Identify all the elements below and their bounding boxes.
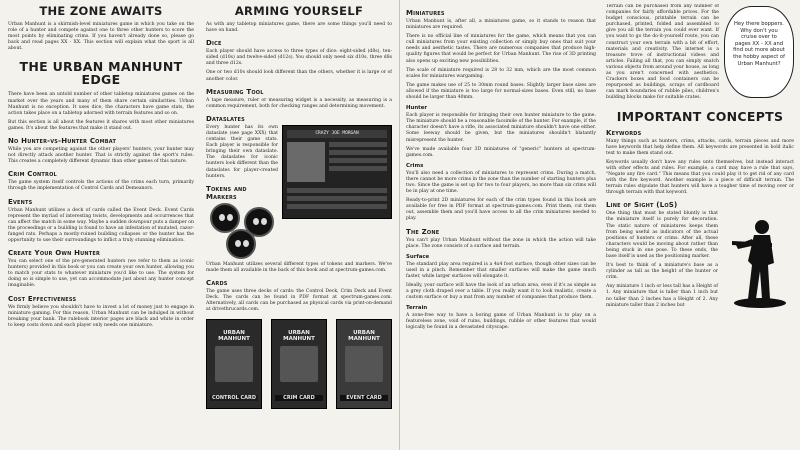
- card-art: [215, 346, 253, 382]
- heading-measuring-tool: Measuring Tool: [206, 87, 264, 96]
- card-label: CRIM CARD: [275, 395, 323, 401]
- paragraph-los-1: One thing that must be stated bluntly is that the miniature itself is purely for decoration. The static nature of miniatures keeps them from being useful as indicators of the actual positions of hunters or crims. After all, these characters would be moving about rather than being stuck in one pose. To these ends, the base itself is used as the positioning marker.: [606, 211, 718, 259]
- dataslate-stat-row: [287, 196, 387, 201]
- paragraph-events: Urban Manhunt utilizes a deck of cards called the Event Deck. Event Cards represent the myriad of interesting twists, developments and occurrences that can affect the match in some way. Maybe a sudden downpour puts a damper on the proceedings or a building is found to have an infestation of mutated, razor-fanged rats. Perhaps a mostly-ruined building collapses or the hunter has the opportunity to use their surroundings to inflict a truly stunning elimination.: [8, 207, 194, 243]
- paragraph-measuring-tool: A tape measure, ruler or measuring widget is a necessity, as measuring is a common requirement, both for checking ranges and determining movement.: [206, 97, 392, 109]
- paragraph-miniatures-1: Urban Manhunt is, after all, a miniatures game, so it stands to reason that miniatures are required.: [406, 19, 596, 31]
- skull-eye-icon: [243, 240, 249, 247]
- paragraph-terrain: A zone-free way to have a boring game of Urban Manhunt is to play on a featureless zone, void of ruins, buildings, rubble or other features that would logically be found in a devastated cityscape.: [406, 313, 596, 331]
- heading-zone-awaits: THE ZONE AWAITS: [39, 4, 163, 18]
- heading-important-concepts: IMPORTANT CONCEPTS: [616, 108, 784, 124]
- dataslate-title: CRAZY JOE MORGAN: [287, 130, 387, 138]
- dataslate-stat-row: [287, 204, 387, 209]
- dataslate-stat-row: [287, 188, 387, 193]
- paragraph-tokens-markers: Urban Manhunt utilizes several different types of tokens and markers. We've made them all available in the back of this book and at spectrum-games.com.: [206, 261, 392, 273]
- control-card-image: [206, 319, 262, 409]
- skull-eye-icon: [235, 240, 241, 247]
- skull-token: [226, 229, 256, 259]
- paragraph-the-zone: You can't play Urban Manhunt without the zone in which the action will take place. The zone consists of a surface and terrain.: [406, 237, 596, 249]
- dataslate-portrait: [287, 142, 325, 182]
- paragraph-cards: The game uses three decks of cards: the Control Deck, Crim Deck and Event Deck. The cards can be found in PDF format at spectrum-games.com. Alternatively, all cards can be purchased as physical cards via print-on-demand at drivethrucards.com.: [206, 288, 392, 313]
- skull-eye-icon: [253, 218, 259, 225]
- heading-dataslates: Dataslates: [206, 114, 245, 123]
- skull-token: [210, 203, 240, 233]
- paragraph-miniatures-3: The scale of miniature required is 28 to 32 mm, which are the most common scales for miniatures wargaming.: [406, 67, 596, 79]
- paragraph-miniatures-2: There is no official line of miniatures for the game, which means that you can cull miniatures from your existing collection or simply buy ones that suit your needs and aesthetic tastes. There are numerous companies that produce high-quality figures that would be perfect for Urban Manhunt. The rise of 3D printing also opens up exciting new possibilities.: [406, 34, 596, 64]
- paragraph-crim-control: The game system itself controls the actions of the crims each turn, primarily through the implementation of Control Cards and Demeanors.: [8, 180, 194, 192]
- heading-miniatures: Miniatures: [406, 9, 445, 17]
- paragraph-edge-2: But this section is all about the features it shares with most other miniatures games. It's about the features that make it stand out.: [8, 119, 194, 131]
- paragraph-los-2: It's best to think of a miniature's base as a cylinder as tall as the height of the hunter or crim.: [606, 263, 718, 281]
- hunter-silhouette-image: [722, 213, 794, 309]
- dataslate-stat-row: [329, 142, 387, 147]
- skull-eye-icon: [219, 214, 225, 221]
- paragraph-dataslates: Every hunter has its own dataslate (see page XXX) that contains their game stats. Each player is responsible for bringing their own dataslate. The dataslates for iconic hunters look different than the dataslates for player-created hunters.: [206, 124, 278, 179]
- left-column-1: [8, 4, 194, 446]
- card-label: EVENT CARD: [340, 395, 388, 401]
- card-images: [206, 319, 392, 409]
- event-card-image: [336, 319, 392, 409]
- heading-no-hunter-combat: No Hunter-vs-Hunter Combat: [8, 137, 117, 146]
- heading-arming-yourself: ARMING YOURSELF: [234, 4, 364, 18]
- heading-cost-effectiveness: Cost Effectiveness: [8, 294, 77, 303]
- paragraph-dice-1: Each player should have access to three types of dice: eight-sided (d8s), ten-sided (d10s) and twelve-sided (d12s). You should only need six d10s, three d8s and three d12s.: [206, 49, 392, 67]
- soldier-silhouette-icon: [722, 213, 794, 309]
- dataslate-stat-row: [329, 158, 387, 163]
- paragraph-no-hunter-combat: While you are competing against the other players' hunters, your hunter may not directly attack another hunter. That is strictly against the sport's rules. This creates a completely different dynamic than other games of this nature.: [8, 147, 194, 165]
- heading-terrain: Terrain: [406, 305, 428, 312]
- dataslate-stat-row: [329, 150, 387, 155]
- heading-line-of-sight: Line of Sight (LoS): [606, 201, 678, 210]
- heading-tokens-markers: Tokens and Markers: [206, 184, 247, 201]
- paragraph-keywords-1: Many things such as hunters, crims, attacks, cards, terrain pieces and more have keywords that help define them. All keywords are presented in bold italic text to make them stand out.: [606, 138, 794, 156]
- dataslate-stat-row: [329, 166, 387, 171]
- dataslate-image: [282, 125, 392, 219]
- heading-crim-control: Crim Control: [8, 170, 57, 179]
- card-label: CONTROL CARD: [211, 395, 257, 402]
- heading-dice: Dice: [206, 39, 222, 48]
- left-column-2: [206, 4, 392, 446]
- card-logo: URBAN MANHUNT: [283, 330, 315, 343]
- heading-create-hunter: Create Your Own Hunter: [8, 249, 101, 258]
- heading-cards: Cards: [206, 278, 228, 287]
- card-logo: URBAN MANHUNT: [218, 330, 250, 343]
- right-column-2: [606, 4, 794, 446]
- heading-events: Events: [8, 197, 33, 206]
- skull-eye-icon: [261, 218, 267, 225]
- paragraph-crims-1: You'll also need a collection of miniatures to represent crims. During a match, there cannot be more crims in the zone than the number of starting hunters plus two. Since the game is set up for two to four players, no more than six crims will be in play at one time.: [406, 170, 596, 195]
- paragraph-miniatures-4: The game makes use of 25 to 30mm round bases. Slightly larger base sizes are allowed if the miniature is too large for normal-sizes bases. Even still, no base should be larger than 40mm.: [406, 82, 596, 101]
- heading-urban-manhunt-edge: THE URBAN MANHUNT EDGE: [19, 59, 183, 88]
- heading-the-zone: The Zone: [406, 227, 440, 236]
- tokens-image: [210, 203, 278, 259]
- paragraph-keywords-2: Keywords usually don't have any rules unto themselves, but instead interact with other effects and rules. For example, a card may have a rule that says, "Negate any fire card." This means that you could play it to get rid of any card with the fire keyword. Another example is a piece of difficult terrain. The terrain rules stipulate that hunters will have a tougher time of moving over or through terrain with that keyword.: [606, 159, 794, 196]
- card-art: [345, 346, 383, 382]
- heading-crims: Crims: [406, 162, 424, 169]
- crim-card-image: [271, 319, 327, 409]
- heading-surface: Surface: [406, 253, 430, 260]
- heading-hunter: Hunter: [406, 105, 428, 112]
- paragraph-intro: Urban Manhunt is a skirmish-level miniatures game in which you take on the role of a hunter and compete against one to three other hunters to score the most points by eliminating crims. If you haven't already done so, please go back and read pages XX - XX. This section will explain what the sport is all about.: [8, 22, 194, 52]
- paragraph-crims-2: Ready-to-print 2D miniatures for each of the crim types found in this book are available for free in PDF format at spectrum-games.com. Print them, cut them out, assemble them and you'll have access to all the crim miniatures needed to play.: [406, 198, 596, 222]
- speech-bubble: Hey there boppers. Why don't you cruise over to pages XX - XX and find out more about the hobby aspect of Urban Manhunt?: [724, 6, 794, 98]
- paragraph-terrain-2: Terrain can be purchased from any number of companies for fairly affordable prices. For the budget conscious, printable terrain can be purchased, printed, folded and assembled to give you all the terrain you could ever want. If you want to go the do-it-yourself route, you can construct your own terrain with a bit of effort, materials and creativity. The internet is a treasure trove of instructional videos and articles. Failing all that, you can simply snatch various objects from around your house, as long as you aren't concerned with aesthetics. Crackers boxes and food containers can be repurposed as buildings, scraps of cardboard can mark boundaries of rubble piles, children's building blocks make for suitable crates.: [606, 4, 719, 101]
- right-column-1: [406, 4, 596, 446]
- heading-keywords: Keywords: [606, 128, 642, 137]
- skull-eye-icon: [227, 214, 233, 221]
- paragraph-los-3: Any miniature 1 inch or less tall has a Height of 1. Any miniature that is taller than 1 inch but no taller than 2 inches has a Height of 2. Any miniature taller than 2 inches but: [606, 284, 718, 308]
- paragraph-create-hunter: You can select one of the pre-generated hunters (we refer to them as iconic hunters) provided in this book or you can create your own hunter, allowing you to match your stats to whatever miniature you'd like to use. The system for doing so is simple to use, yet can accommodate just about any hunter concept imaginable.: [8, 259, 194, 289]
- paragraph-surface-1: The standard play area required is a 4x4 foot surface, though other sizes can be used in a pinch. Remember that smaller surfaces will make the game much faster, while larger surfaces will elongate it.: [406, 261, 596, 279]
- paragraph-hunter-2: We've made available four 3D miniatures of "generic" hunters at spectrum-games.com.: [406, 146, 596, 158]
- paragraph-surface-2: Ideally, your surface will have the look of an urban area, even if it's as simple as a grey cloth draped over a table. If you really want it to look realistic, create a custom surface or buy a mat from any number of companies that produce them.: [406, 283, 596, 301]
- card-logo: URBAN MANHUNT: [348, 330, 380, 343]
- right-page: [400, 0, 800, 450]
- paragraph-edge-1: There have been an untold number of other tabletop miniatures games on the market over the years and many of them share certain similarities. Urban Manhunt is no exception. It uses dice, the characters have game stats, the action takes place on a tabletop adorned with terrain features and so on.: [8, 92, 194, 116]
- paragraph-hunter-1: Each player is responsible for bringing their own hunter miniature to the game. The miniature should be a reasonable facsimile of the hunter. For example, if the character doesn't have a rifle, its associated miniature shouldn't have one either. Some leeway should be given, but the miniatures shouldn't blatantly misrepresent the hunter.: [406, 113, 596, 143]
- card-art: [280, 346, 318, 382]
- paragraph-arming: As with any tabletop miniatures game, there are some things you'll need to have on hand.: [206, 22, 392, 34]
- paragraph-dice-2: One or two d10s should look different than the others, whether it is large or of another color.: [206, 70, 392, 82]
- paragraph-cost-effectiveness: We firmly believe you shouldn't have to invest a lot of money just to engage in miniature gaming. For this reason, Urban Manhunt can be indulged in without breaking your bank. The rulebook interior pages are black and white in order to keep costs down and each player only needs one miniature.: [8, 304, 194, 328]
